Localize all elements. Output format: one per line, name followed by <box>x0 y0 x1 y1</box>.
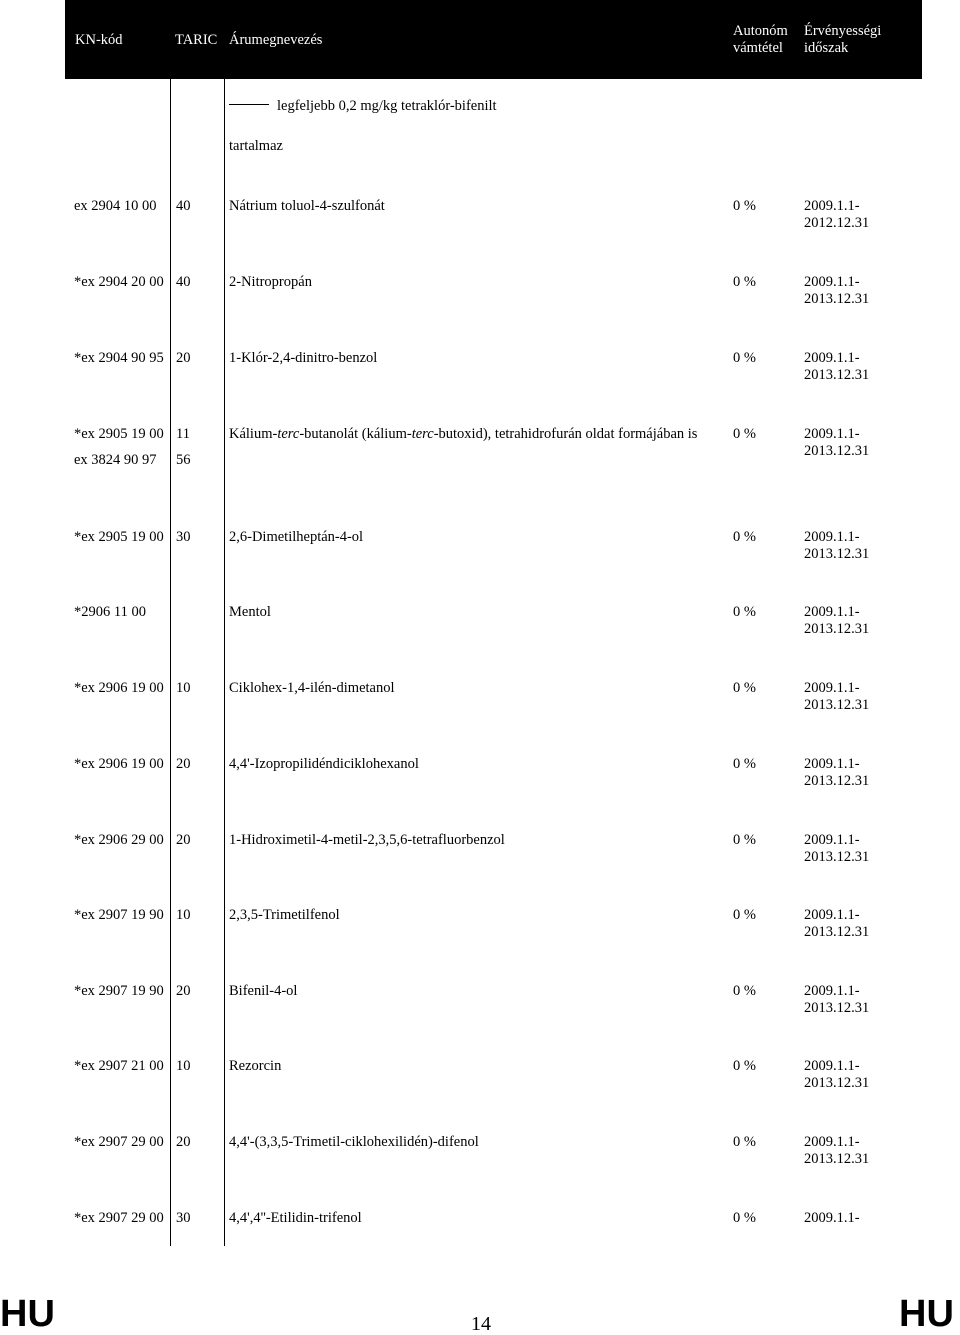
validity-start: 2009.1.1- <box>804 832 860 848</box>
taric-code: 20 <box>176 832 191 848</box>
taric-code: 20 <box>176 350 191 366</box>
product-description: Bifenil-4-ol <box>229 983 298 999</box>
validity-start: 2009.1.1- <box>804 756 860 772</box>
product-description: 2,6-Dimetilheptán-4-ol <box>229 529 364 545</box>
product-description: Kálium-terc-butanolát (kálium-terc-butoxid), tetrahidrofurán oldat formájában is <box>229 426 698 442</box>
duty-rate: 0 % <box>733 350 756 366</box>
validity-end: 2013.12.31 <box>804 849 870 865</box>
validity-start: 2009.1.1- <box>804 198 860 214</box>
kn-code: *ex 2907 19 90 <box>74 983 164 999</box>
validity-end: 2012.12.31 <box>804 215 870 231</box>
taric-code: 11 <box>176 426 190 442</box>
validity-end: 2013.12.31 <box>804 773 870 789</box>
product-description: 2,3,5-Trimetilfenol <box>229 907 340 923</box>
validity-end: 2013.12.31 <box>804 443 870 459</box>
kn-code: *ex 2905 19 00 <box>74 529 164 545</box>
taric-code-secondary: 56 <box>176 452 191 468</box>
validity-start: 2009.1.1- <box>804 680 860 696</box>
kn-code: *ex 2907 29 00 <box>74 1134 164 1150</box>
validity-start: 2009.1.1- <box>804 274 860 290</box>
product-description: Rezorcin <box>229 1058 282 1074</box>
product-description: 2-Nitropropán <box>229 274 312 290</box>
product-description: 4,4'-Izopropilidéndiciklohexanol <box>229 756 419 772</box>
kn-code: *2906 11 00 <box>74 604 146 620</box>
intro-line1: legfeljebb 0,2 mg/kg tetraklór-bifenilt <box>229 98 497 115</box>
validity-start: 2009.1.1- <box>804 1058 860 1074</box>
product-description: Nátrium toluol-4-szulfonát <box>229 198 385 214</box>
taric-code: 30 <box>176 529 191 545</box>
validity-start: 2009.1.1- <box>804 1210 860 1226</box>
taric-code: 10 <box>176 1058 191 1074</box>
validity-start: 2009.1.1- <box>804 350 860 366</box>
kn-code: *ex 2907 19 90 <box>74 907 164 923</box>
duty-rate: 0 % <box>733 983 756 999</box>
kn-code: ex 2904 10 00 <box>74 198 157 214</box>
kn-code: *ex 2905 19 00 <box>74 426 164 442</box>
header-validity-line2: időszak <box>804 40 849 56</box>
duty-rate: 0 % <box>733 907 756 923</box>
product-description: 4,4'-(3,3,5-Trimetil-ciklohexilidén)-difenol <box>229 1134 479 1150</box>
header-description: Árumegnevezés <box>229 32 323 48</box>
validity-end: 2013.12.31 <box>804 367 870 383</box>
duty-rate: 0 % <box>733 426 756 442</box>
validity-end: 2013.12.31 <box>804 1000 870 1016</box>
product-description: 1-Hidroximetil-4-metil-2,3,5,6-tetrafluorbenzol <box>229 832 505 848</box>
kn-code: *ex 2904 90 95 <box>74 350 164 366</box>
product-description: 4,4',4''-Etilidin-trifenol <box>229 1210 362 1226</box>
kn-code: *ex 2907 21 00 <box>74 1058 164 1074</box>
duty-rate: 0 % <box>733 1210 756 1226</box>
product-description: 1-Klór-2,4-dinitro-benzol <box>229 350 378 366</box>
header-taric: TARIC <box>175 32 218 48</box>
product-description: Mentol <box>229 604 271 620</box>
header-duty-line1: Autonóm <box>733 23 788 39</box>
product-description: Ciklohex-1,4-ilén-dimetanol <box>229 680 395 696</box>
duty-rate: 0 % <box>733 604 756 620</box>
kn-code-secondary: ex 3824 90 97 <box>74 452 157 468</box>
validity-start: 2009.1.1- <box>804 907 860 923</box>
validity-end: 2013.12.31 <box>804 924 870 940</box>
kn-code: *ex 2906 29 00 <box>74 832 164 848</box>
taric-code: 40 <box>176 274 191 290</box>
kn-code: *ex 2906 19 00 <box>74 680 164 696</box>
validity-end: 2013.12.31 <box>804 1075 870 1091</box>
validity-start: 2009.1.1- <box>804 604 860 620</box>
taric-code: 20 <box>176 1134 191 1150</box>
validity-end: 2013.12.31 <box>804 621 870 637</box>
validity-start: 2009.1.1- <box>804 426 860 442</box>
taric-code: 40 <box>176 198 191 214</box>
table-header <box>65 0 922 79</box>
duty-rate: 0 % <box>733 756 756 772</box>
validity-end: 2013.12.31 <box>804 546 870 562</box>
intro-line2: tartalmaz <box>229 138 283 154</box>
taric-code: 10 <box>176 680 191 696</box>
taric-code: 30 <box>176 1210 191 1226</box>
duty-rate: 0 % <box>733 1058 756 1074</box>
taric-code: 20 <box>176 756 191 772</box>
validity-end: 2013.12.31 <box>804 291 870 307</box>
header-kn-code: KN-kód <box>75 32 123 48</box>
duty-rate: 0 % <box>733 680 756 696</box>
validity-end: 2013.12.31 <box>804 697 870 713</box>
validity-start: 2009.1.1- <box>804 1134 860 1150</box>
column-divider <box>224 0 225 1246</box>
duty-rate: 0 % <box>733 529 756 545</box>
em-dash-mark <box>229 104 269 105</box>
duty-rate: 0 % <box>733 274 756 290</box>
header-duty-line2: vámtétel <box>733 40 783 56</box>
header-validity-line1: Érvényességi <box>804 23 882 39</box>
page-number: 14 <box>471 1313 491 1335</box>
taric-code: 10 <box>176 907 191 923</box>
duty-rate: 0 % <box>733 832 756 848</box>
validity-start: 2009.1.1- <box>804 983 860 999</box>
validity-end: 2013.12.31 <box>804 1151 870 1167</box>
kn-code: *ex 2906 19 00 <box>74 756 164 772</box>
taric-code: 20 <box>176 983 191 999</box>
footer-language-left: HU <box>0 1293 55 1335</box>
kn-code: *ex 2904 20 00 <box>74 274 164 290</box>
column-divider <box>170 0 171 1246</box>
validity-start: 2009.1.1- <box>804 529 860 545</box>
duty-rate: 0 % <box>733 1134 756 1150</box>
kn-code: *ex 2907 29 00 <box>74 1210 164 1226</box>
footer-language-right: HU <box>899 1293 954 1335</box>
duty-rate: 0 % <box>733 198 756 214</box>
